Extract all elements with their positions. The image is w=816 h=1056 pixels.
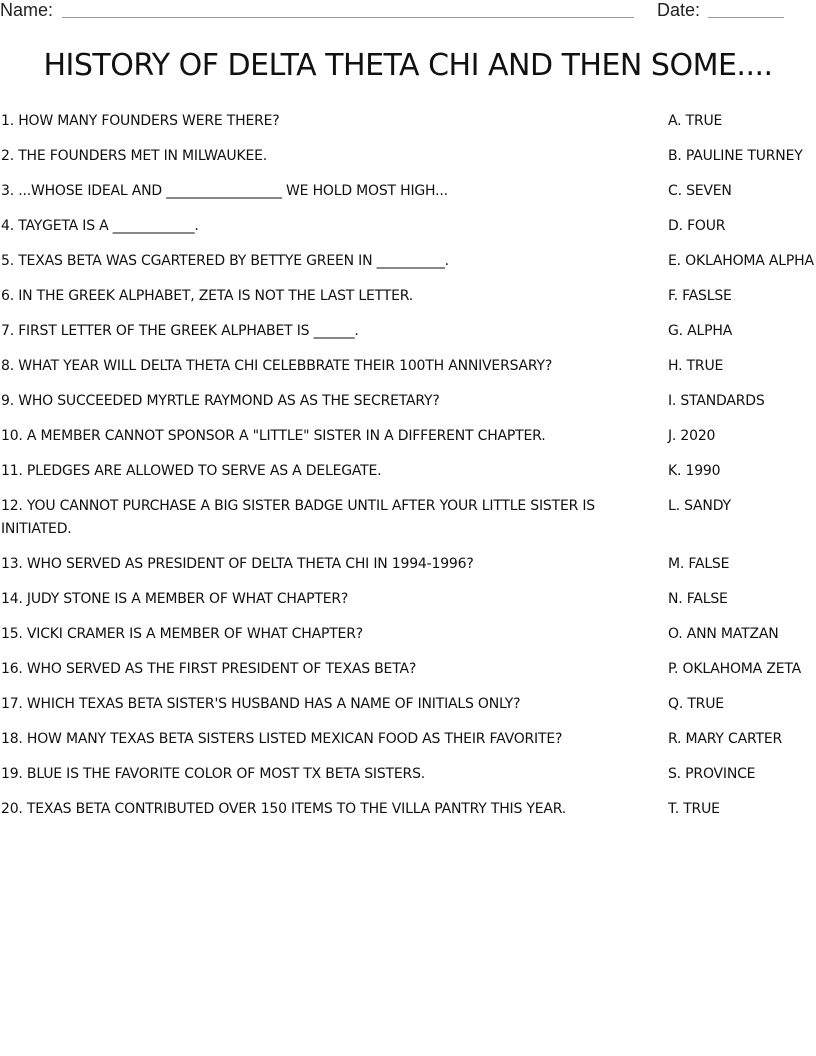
question-text: 4. TAYGETA IS A ____________. <box>1 218 199 234</box>
question-text: 2. THE FOUNDERS MET IN MILWAUKEE. <box>1 148 267 164</box>
question-text: 1. HOW MANY FOUNDERS WERE THERE? <box>1 113 280 129</box>
question-text: 17. WHICH TEXAS BETA SISTER'S HUSBAND HAS A NAME OF INITIALS ONLY? <box>1 696 521 712</box>
question-text: 11. PLEDGES ARE ALLOWED TO SERVE AS A DELEGATE. <box>1 463 382 479</box>
question-row <box>0 355 816 378</box>
worksheet-header <box>0 0 816 24</box>
question-row <box>0 460 816 483</box>
question-text: 6. IN THE GREEK ALPHABET, ZETA IS NOT THE LAST LETTER. <box>1 288 414 304</box>
answer-option: L. SANDY <box>668 498 731 514</box>
answer-option: I. STANDARDS <box>668 393 765 409</box>
question-row <box>0 728 816 751</box>
answer-option: K. 1990 <box>668 463 721 479</box>
date-blank-line <box>708 17 784 18</box>
question-text: 15. VICKI CRAMER IS A MEMBER OF WHAT CHAPTER? <box>1 626 363 642</box>
question-text: 16. WHO SERVED AS THE FIRST PRESIDENT OF TEXAS BETA? <box>1 661 417 677</box>
question-text: 13. WHO SERVED AS PRESIDENT OF DELTA THETA CHI IN 1994-1996? <box>1 556 474 572</box>
answer-option: N. FALSE <box>668 591 728 607</box>
question-row <box>0 110 816 133</box>
question-row <box>0 285 816 308</box>
question-text: 5. TEXAS BETA WAS CGARTERED BY BETTYE GREEN IN __________. <box>1 253 449 269</box>
answer-option: Q. TRUE <box>668 696 724 712</box>
question-text: 3. ...WHOSE IDEAL AND _________________ WE HOLD MOST HIGH... <box>1 183 448 199</box>
answer-option: P. OKLAHOMA ZETA <box>668 661 801 677</box>
question-row <box>0 763 816 786</box>
question-text: 10. A MEMBER CANNOT SPONSOR A "LITTLE" SISTER IN A DIFFERENT CHAPTER. <box>1 428 546 444</box>
answer-option: G. ALPHA <box>668 323 733 339</box>
question-row <box>0 425 816 448</box>
question-row <box>0 320 816 343</box>
answer-option: O. ANN MATZAN <box>668 626 779 642</box>
question-row <box>0 495 816 541</box>
question-text: 14. JUDY STONE IS A MEMBER OF WHAT CHAPTER? <box>1 591 349 607</box>
question-list <box>0 110 816 833</box>
question-row <box>0 180 816 203</box>
answer-option: F. FASLSE <box>668 288 732 304</box>
question-row <box>0 798 816 821</box>
answer-option: A. TRUE <box>668 113 723 129</box>
question-text: 18. HOW MANY TEXAS BETA SISTERS LISTED MEXICAN FOOD AS THEIR FAVORITE? <box>1 731 563 747</box>
question-text: 19. BLUE IS THE FAVORITE COLOR OF MOST TX BETA SISTERS. <box>1 766 426 782</box>
answer-option: D. FOUR <box>668 218 726 234</box>
question-row <box>0 145 816 168</box>
question-text: 20. TEXAS BETA CONTRIBUTED OVER 150 ITEMS TO THE VILLA PANTRY THIS YEAR. <box>1 801 567 817</box>
question-row <box>0 693 816 716</box>
answer-option: M. FALSE <box>668 556 730 572</box>
question-row <box>0 553 816 576</box>
question-row <box>0 215 816 238</box>
question-row <box>0 623 816 646</box>
name-label: Name: <box>0 0 54 20</box>
question-text: 7. FIRST LETTER OF THE GREEK ALPHABET IS ______. <box>1 323 359 339</box>
answer-option: S. PROVINCE <box>668 766 756 782</box>
name-blank-line <box>62 17 634 18</box>
answer-option: H. TRUE <box>668 358 724 374</box>
answer-option: T. TRUE <box>668 801 720 817</box>
answer-option: J. 2020 <box>668 428 716 444</box>
question-text: 8. WHAT YEAR WILL DELTA THETA CHI CELEBBRATE THEIR 100TH ANNIVERSARY? <box>1 358 553 374</box>
answer-option: E. OKLAHOMA ALPHA <box>668 253 814 269</box>
answer-option: R. MARY CARTER <box>668 731 783 747</box>
page-title: HISTORY OF DELTA THETA CHI AND THEN SOME.... <box>43 48 773 83</box>
question-row <box>0 658 816 681</box>
question-row <box>0 588 816 611</box>
answer-option: C. SEVEN <box>668 183 732 199</box>
question-row <box>0 250 816 273</box>
answer-option: B. PAULINE TURNEY <box>668 148 803 164</box>
date-label: Date: <box>657 0 701 20</box>
question-text: 12. YOU CANNOT PURCHASE A BIG SISTER BADGE UNTIL AFTER YOUR LITTLE SISTER IS INITIATED. <box>1 498 595 537</box>
question-row <box>0 390 816 413</box>
question-text: 9. WHO SUCCEEDED MYRTLE RAYMOND AS AS THE SECRETARY? <box>1 393 440 409</box>
